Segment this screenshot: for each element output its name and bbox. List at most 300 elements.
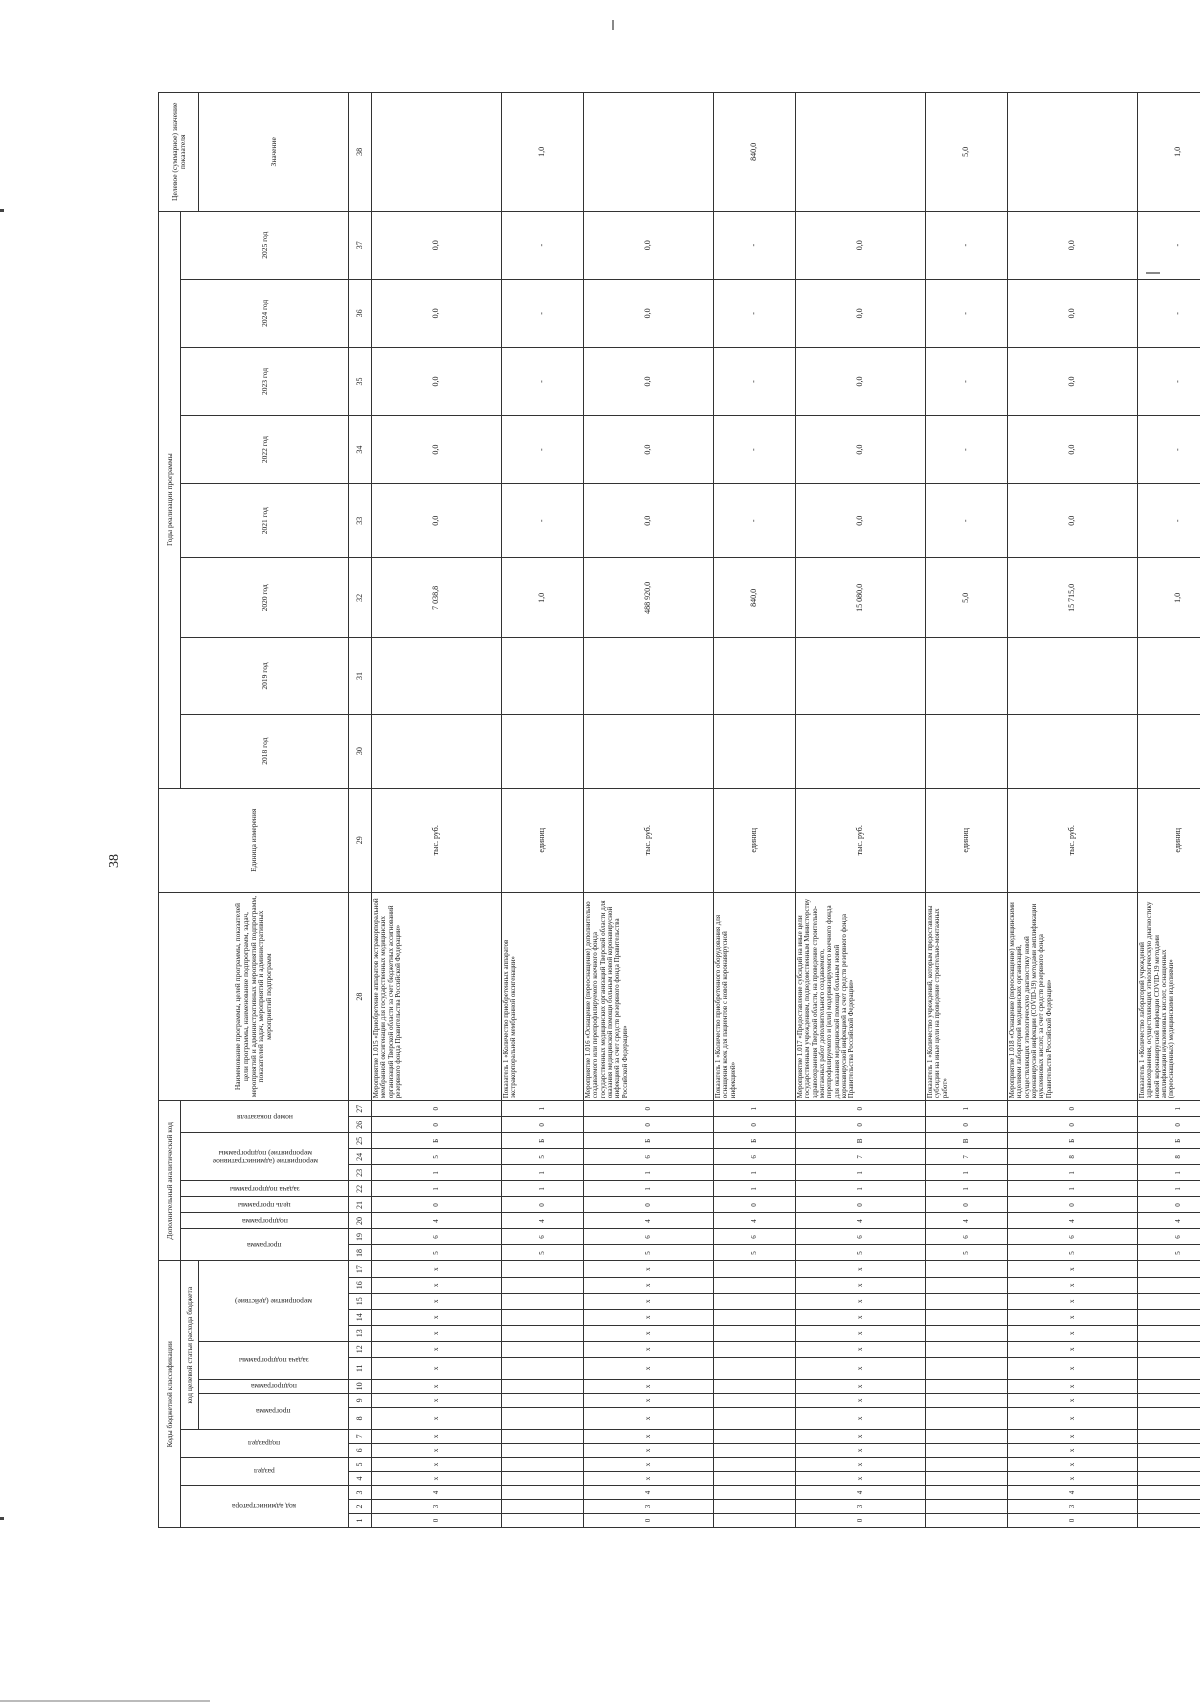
analytic-code-cell: 1 (926, 1181, 1008, 1197)
code-cell (1138, 1341, 1200, 1357)
code-cell: x (372, 1379, 502, 1393)
analytic-code-cell: 1 (1008, 1181, 1138, 1197)
column-number: 1 (349, 1513, 372, 1527)
analytic-code-cell: 0 (372, 1101, 502, 1117)
code-cell: x (796, 1457, 926, 1471)
header-target-group: Целевое (суммарное) значение показателя (159, 93, 199, 212)
analytic-code-cell: 0 (926, 1197, 1008, 1213)
analytic-code-cell: 0 (584, 1117, 714, 1133)
year-value-2021: - (1138, 484, 1200, 558)
table-row (502, 93, 584, 1528)
header-add-subprogram: подпрограмма (181, 1213, 349, 1229)
column-number: 38 (349, 93, 372, 212)
code-cell: x (796, 1309, 926, 1325)
code-cell: x (796, 1471, 926, 1485)
analytic-code-cell: 5 (1008, 1245, 1138, 1261)
year-value-2019 (1138, 638, 1200, 714)
code-cell: x (584, 1393, 714, 1407)
code-cell (714, 1457, 796, 1471)
code-cell: x (584, 1277, 714, 1293)
row-name: Показатель 1 «Количество приобретенного оборудования для оснащения коек для пациентов с новой коронавирусной инфекцией» (714, 892, 796, 1100)
header-2024: 2024 год (181, 279, 349, 347)
column-number: 31 (349, 638, 372, 714)
code-cell (1138, 1407, 1200, 1429)
code-cell (714, 1325, 796, 1341)
year-value-2023: 0,0 (796, 347, 926, 415)
code-cell (502, 1471, 584, 1485)
year-value-2022: - (1138, 416, 1200, 484)
analytic-code-cell: 6 (714, 1229, 796, 1245)
target-value: 5,0 (926, 93, 1008, 212)
analytic-code-cell: 5 (502, 1245, 584, 1261)
analytic-code-cell: 0 (502, 1117, 584, 1133)
code-cell (502, 1485, 584, 1499)
analytic-code-cell: 1 (502, 1165, 584, 1181)
header-activity-action: мероприятие (действие) (199, 1261, 349, 1341)
year-value-2020: 1,0 (502, 558, 584, 638)
target-value (796, 93, 926, 212)
year-value-2021: - (714, 484, 796, 558)
code-cell (714, 1471, 796, 1485)
year-value-2023: 0,0 (372, 347, 502, 415)
target-value (372, 93, 502, 212)
code-cell (502, 1457, 584, 1471)
analytic-code-cell: 5 (796, 1245, 926, 1261)
code-cell (502, 1393, 584, 1407)
code-cell: x (1008, 1407, 1138, 1429)
year-value-2025: - (926, 211, 1008, 279)
analytic-code-cell: 1 (926, 1101, 1008, 1117)
column-number: 19 (349, 1229, 372, 1245)
code-cell (714, 1341, 796, 1357)
year-value-2020: 7 038,8 (372, 558, 502, 638)
code-cell: x (584, 1325, 714, 1341)
code-cell (714, 1277, 796, 1293)
table-row (1138, 93, 1200, 1528)
code-cell (714, 1513, 796, 1527)
analytic-code-cell: 0 (796, 1117, 926, 1133)
header-add-indicator: номер показателя (181, 1101, 349, 1133)
analytic-code-cell: 4 (372, 1213, 502, 1229)
analytic-code-cell: 0 (372, 1117, 502, 1133)
code-cell: x (372, 1309, 502, 1325)
year-value-2025: 0,0 (1008, 211, 1138, 279)
analytic-code-cell: 1 (1008, 1165, 1138, 1181)
code-cell (926, 1443, 1008, 1457)
code-cell: x (372, 1443, 502, 1457)
analytic-code-cell: 0 (1008, 1197, 1138, 1213)
year-value-2019 (714, 638, 796, 714)
code-cell (502, 1277, 584, 1293)
header-admin-code: код администратора (181, 1485, 349, 1527)
column-number: 12 (349, 1341, 372, 1357)
table-row (584, 93, 714, 1528)
code-cell: x (372, 1341, 502, 1357)
code-cell: x (1008, 1429, 1138, 1443)
year-value-2018 (502, 714, 584, 788)
column-number: 11 (349, 1357, 372, 1379)
analytic-code-cell: 0 (372, 1197, 502, 1213)
table-row (1008, 93, 1138, 1528)
analytic-code-cell: 5 (584, 1245, 714, 1261)
column-number-row (349, 93, 372, 1528)
analytic-code-cell: 1 (372, 1181, 502, 1197)
analytic-code-cell: 0 (926, 1117, 1008, 1133)
header-add-task: задача подпрограммы (181, 1181, 349, 1197)
code-cell (1138, 1443, 1200, 1457)
code-cell: x (796, 1325, 926, 1341)
table-row (796, 93, 926, 1528)
header-add-activity: мероприятие (административное мероприятие) подпрограммы (181, 1133, 349, 1181)
code-cell: x (584, 1341, 714, 1357)
code-cell: x (796, 1379, 926, 1393)
header-section: раздел (181, 1457, 349, 1485)
code-cell: x (372, 1261, 502, 1277)
year-value-2018 (714, 714, 796, 788)
code-cell (1138, 1293, 1200, 1309)
code-cell: x (372, 1393, 502, 1407)
year-value-2024: - (502, 279, 584, 347)
code-cell: 3 (796, 1499, 926, 1513)
analytic-code-cell: 0 (1008, 1117, 1138, 1133)
analytic-code-cell: 4 (1138, 1213, 1200, 1229)
year-value-2021: 0,0 (584, 484, 714, 558)
analytic-code-cell: 1 (1138, 1165, 1200, 1181)
code-cell (714, 1357, 796, 1379)
analytic-code-cell: 1 (714, 1101, 796, 1117)
year-value-2021: 0,0 (796, 484, 926, 558)
column-number: 14 (349, 1309, 372, 1325)
year-value-2023: - (502, 347, 584, 415)
column-number: 23 (349, 1165, 372, 1181)
header-subsection: подраздел (181, 1429, 349, 1457)
analytic-code-cell: 1 (714, 1165, 796, 1181)
analytic-code-cell: 0 (714, 1117, 796, 1133)
analytic-code-cell: Б (584, 1133, 714, 1149)
year-value-2021: 0,0 (1008, 484, 1138, 558)
code-cell: x (584, 1407, 714, 1429)
header-2018: 2018 год (181, 714, 349, 788)
row-unit: тыс. руб. (1008, 788, 1138, 892)
code-cell (502, 1443, 584, 1457)
year-value-2019 (372, 638, 502, 714)
code-cell: x (1008, 1471, 1138, 1485)
year-value-2025: 0,0 (796, 211, 926, 279)
analytic-code-cell: 1 (1138, 1181, 1200, 1197)
code-cell: x (372, 1357, 502, 1379)
header-2019: 2019 год (181, 638, 349, 714)
analytic-code-cell: 1 (796, 1165, 926, 1181)
analytic-code-cell: 5 (372, 1149, 502, 1165)
code-cell (926, 1499, 1008, 1513)
analytic-code-cell: 4 (502, 1213, 584, 1229)
analytic-code-cell: 0 (714, 1197, 796, 1213)
code-cell: 3 (1008, 1499, 1138, 1513)
analytic-code-cell: 4 (714, 1213, 796, 1229)
header-value: Значение (199, 93, 349, 212)
analytic-code-cell: 5 (926, 1245, 1008, 1261)
column-number: 10 (349, 1379, 372, 1393)
code-cell (926, 1261, 1008, 1277)
column-number: 18 (349, 1245, 372, 1261)
column-number: 5 (349, 1457, 372, 1471)
code-cell (714, 1379, 796, 1393)
year-value-2018 (926, 714, 1008, 788)
code-cell: x (584, 1443, 714, 1457)
code-cell: x (796, 1357, 926, 1379)
year-value-2020: 840,0 (714, 558, 796, 638)
analytic-code-cell: В (926, 1133, 1008, 1149)
year-value-2024: - (1138, 279, 1200, 347)
year-value-2021: - (502, 484, 584, 558)
code-cell: x (796, 1277, 926, 1293)
header-additional-code: Дополнительный аналитический код (159, 1101, 181, 1261)
code-cell: x (796, 1293, 926, 1309)
analytic-code-cell: 7 (796, 1149, 926, 1165)
analytic-code-cell: Б (1008, 1133, 1138, 1149)
column-number: 7 (349, 1429, 372, 1443)
code-cell (926, 1293, 1008, 1309)
header-2023: 2023 год (181, 347, 349, 415)
year-value-2019 (926, 638, 1008, 714)
scan-mark (0, 209, 4, 212)
year-value-2019 (1008, 638, 1138, 714)
code-cell: 0 (796, 1513, 926, 1527)
code-cell (1138, 1485, 1200, 1499)
analytic-code-cell: 6 (584, 1149, 714, 1165)
analytic-code-cell: 4 (1008, 1213, 1138, 1229)
column-number: 37 (349, 211, 372, 279)
column-number: 3 (349, 1485, 372, 1499)
code-cell (1138, 1457, 1200, 1471)
target-value: 1,0 (502, 93, 584, 212)
code-cell (502, 1429, 584, 1443)
code-cell: x (796, 1341, 926, 1357)
year-value-2022: 0,0 (584, 416, 714, 484)
code-cell (714, 1499, 796, 1513)
code-cell: x (796, 1261, 926, 1277)
analytic-code-cell: 0 (796, 1197, 926, 1213)
year-value-2025: - (714, 211, 796, 279)
code-cell (1138, 1513, 1200, 1527)
row-name: Мероприятие 1.015 «Приобретение аппаратов экстракорпоральной мембранной оксигенации для государственных медицинских организаций Тверской области за счет бюджетных ассигнований резервного фонда Правительства Российской Федерации» (372, 892, 502, 1100)
header-2025: 2025 год (181, 211, 349, 279)
analytic-code-cell: 1 (372, 1165, 502, 1181)
code-cell: x (1008, 1457, 1138, 1471)
code-cell (502, 1499, 584, 1513)
code-cell: x (372, 1325, 502, 1341)
analytic-code-cell: Б (502, 1133, 584, 1149)
year-value-2021: 0,0 (372, 484, 502, 558)
code-cell (714, 1261, 796, 1277)
analytic-code-cell: 1 (502, 1101, 584, 1117)
code-cell (926, 1379, 1008, 1393)
analytic-code-cell: В (796, 1133, 926, 1149)
code-cell (1138, 1429, 1200, 1443)
year-value-2024: 0,0 (372, 279, 502, 347)
column-number: 35 (349, 347, 372, 415)
header-unit: Единица измерения (159, 788, 349, 892)
code-cell (502, 1325, 584, 1341)
code-cell (1138, 1393, 1200, 1407)
year-value-2020: 488 920,0 (584, 558, 714, 638)
code-cell (1138, 1357, 1200, 1379)
year-value-2020: 1,0 (1138, 558, 1200, 638)
code-cell (714, 1407, 796, 1429)
analytic-code-cell: Б (1138, 1133, 1200, 1149)
year-value-2020: 15 715,0 (1008, 558, 1138, 638)
code-cell: x (1008, 1379, 1138, 1393)
row-unit: единиц (502, 788, 584, 892)
code-cell (502, 1261, 584, 1277)
code-cell: 3 (584, 1499, 714, 1513)
code-cell (502, 1309, 584, 1325)
code-cell: x (796, 1407, 926, 1429)
row-unit: тыс. руб. (796, 788, 926, 892)
code-cell: x (584, 1457, 714, 1471)
header-name: Наименование программы, целей программы, показателей цели программы, наименование подпрограмм, задач, мероприятий и административных мероприятий подпрограмм, показателей задач, мероприятий и административных мероприятий подпрограмм (159, 892, 349, 1100)
column-number: 9 (349, 1393, 372, 1407)
row-unit: тыс. руб. (372, 788, 502, 892)
analytic-code-cell: 6 (502, 1229, 584, 1245)
column-number: 36 (349, 279, 372, 347)
analytic-code-cell: Б (714, 1133, 796, 1149)
code-cell (714, 1393, 796, 1407)
analytic-code-cell: 7 (926, 1149, 1008, 1165)
analytic-code-cell: 6 (926, 1229, 1008, 1245)
target-value: 840,0 (714, 93, 796, 212)
code-cell: 4 (796, 1485, 926, 1499)
code-cell (714, 1443, 796, 1457)
code-cell (1138, 1277, 1200, 1293)
code-cell: x (1008, 1443, 1138, 1457)
analytic-code-cell: 0 (584, 1197, 714, 1213)
row-unit: единиц (714, 788, 796, 892)
code-cell (714, 1429, 796, 1443)
code-cell (1138, 1261, 1200, 1277)
analytic-code-cell: 4 (584, 1213, 714, 1229)
code-cell: x (1008, 1277, 1138, 1293)
code-cell (926, 1309, 1008, 1325)
year-value-2020: 15 080,0 (796, 558, 926, 638)
column-number: 28 (349, 892, 372, 1100)
analytic-code-cell: 5 (372, 1245, 502, 1261)
code-cell: x (1008, 1261, 1138, 1277)
analytic-code-cell: 6 (796, 1229, 926, 1245)
analytic-code-cell: 5 (1138, 1245, 1200, 1261)
column-number: 16 (349, 1277, 372, 1293)
year-value-2023: 0,0 (584, 347, 714, 415)
analytic-code-cell: 0 (1138, 1117, 1200, 1133)
code-cell (926, 1485, 1008, 1499)
year-value-2024: 0,0 (796, 279, 926, 347)
code-cell: x (372, 1471, 502, 1485)
row-name: Мероприятие 1.018 «Оснащение (переоснащение) медицинскими изделиями лабораторий медицинских организаций, осуществляющих этиологическую диагностику новой коронавирусной инфекции (COVID-19) методами амплификации нуклеиновых кислот, за счет средств резервного фонда Правительства Российской Федерации» (1008, 892, 1138, 1100)
analytic-code-cell: 1 (502, 1181, 584, 1197)
year-value-2019 (796, 638, 926, 714)
analytic-code-cell: 1 (584, 1165, 714, 1181)
code-cell: x (796, 1429, 926, 1443)
year-value-2025: - (1138, 211, 1200, 279)
year-value-2023: - (926, 347, 1008, 415)
analytic-code-cell: 4 (796, 1213, 926, 1229)
header-program: программа (199, 1393, 349, 1429)
code-cell (502, 1513, 584, 1527)
analytic-code-cell: 8 (1138, 1149, 1200, 1165)
column-number: 22 (349, 1181, 372, 1197)
year-value-2022: - (926, 416, 1008, 484)
code-cell (502, 1293, 584, 1309)
code-cell (502, 1341, 584, 1357)
year-value-2020: 5,0 (926, 558, 1008, 638)
row-name: Показатель 1 «Количество лабораторий учреждений здравоохранения, осуществляющих этиологическую диагностику новой коронавирусной инфекции COVID-19 методами амплификации нуклеиновых кислот, оснащенных (переоснащенных) медицинскими изделиями» (1138, 892, 1200, 1100)
year-value-2019 (502, 638, 584, 714)
analytic-code-cell: 5 (502, 1149, 584, 1165)
header-target-article: код целевой статьи расхода бюджета (181, 1261, 199, 1429)
analytic-code-cell: 6 (714, 1149, 796, 1165)
scan-edge-line (0, 1700, 210, 1702)
column-number: 20 (349, 1213, 372, 1229)
code-cell: x (584, 1357, 714, 1379)
header-2022: 2022 год (181, 416, 349, 484)
code-cell: x (796, 1443, 926, 1457)
code-cell: x (584, 1379, 714, 1393)
code-cell: x (796, 1393, 926, 1407)
code-cell (502, 1407, 584, 1429)
year-value-2025: 0,0 (372, 211, 502, 279)
code-cell (926, 1429, 1008, 1443)
analytic-code-cell: Б (372, 1133, 502, 1149)
column-number: 34 (349, 416, 372, 484)
code-cell: x (372, 1293, 502, 1309)
rotated-table (158, 92, 1200, 1528)
column-number: 32 (349, 558, 372, 638)
code-cell (502, 1357, 584, 1379)
column-number: 4 (349, 1471, 372, 1485)
rotated-table-area (158, 92, 1200, 1528)
row-unit: единиц (926, 788, 1008, 892)
code-cell: 0 (584, 1513, 714, 1527)
column-number: 2 (349, 1499, 372, 1513)
header-2021: 2021 год (181, 484, 349, 558)
header-add-task-subprogram: цель программы (181, 1197, 349, 1213)
analytic-code-cell: 6 (1008, 1229, 1138, 1245)
header-add-program: программа (181, 1229, 349, 1261)
column-number: 24 (349, 1149, 372, 1165)
code-cell (714, 1309, 796, 1325)
code-cell: x (1008, 1325, 1138, 1341)
column-number: 25 (349, 1133, 372, 1149)
year-value-2018 (372, 714, 502, 788)
analytic-code-cell: 6 (1138, 1229, 1200, 1245)
code-cell (1138, 1471, 1200, 1485)
code-cell (926, 1325, 1008, 1341)
target-value: 1,0 (1138, 93, 1200, 212)
code-cell: 0 (372, 1513, 502, 1527)
year-value-2021: - (926, 484, 1008, 558)
year-value-2022: 0,0 (796, 416, 926, 484)
target-value (1008, 93, 1138, 212)
code-cell: x (372, 1429, 502, 1443)
table-row (372, 93, 502, 1528)
analytic-code-cell: 0 (584, 1101, 714, 1117)
code-cell: x (1008, 1357, 1138, 1379)
page-number: 38 (107, 854, 122, 868)
column-number: 6 (349, 1443, 372, 1457)
year-value-2018 (1138, 714, 1200, 788)
row-unit: тыс. руб. (584, 788, 714, 892)
analytic-code-cell: 1 (926, 1165, 1008, 1181)
